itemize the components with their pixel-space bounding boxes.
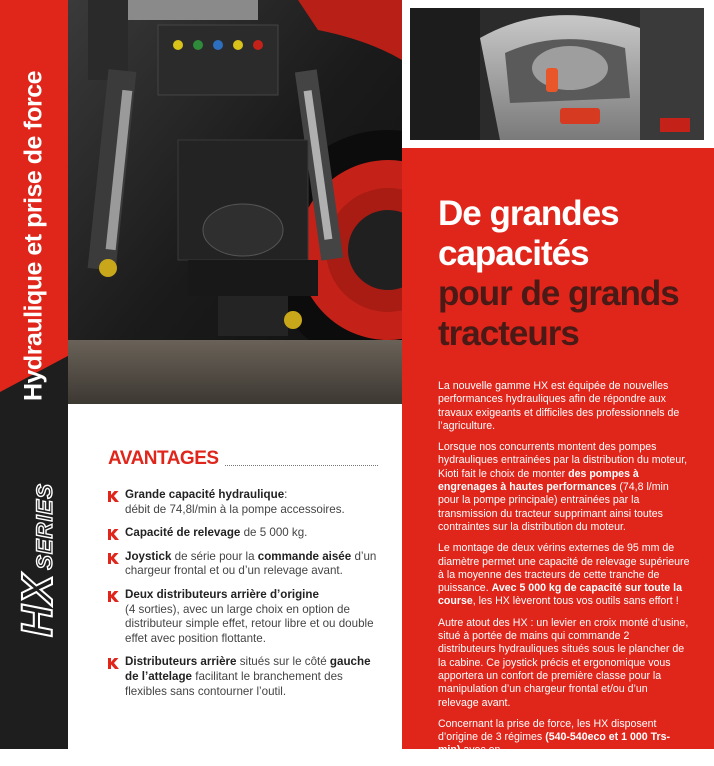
avantages-list bbox=[108, 488, 378, 699]
list-item: Joystick de série pour la commande aisée d’un chargeur frontal et ou d’un relevage avant. bbox=[108, 550, 378, 579]
headline-line4: tracteurs bbox=[438, 314, 579, 353]
avantages-heading bbox=[108, 446, 378, 470]
paragraph-2: Lorsque nos concurrents montent des pompes hydrauliques entrainées par la distribution du moteur, Kioti fait le choix de monter des pompes à engrenages à hautes performances (74,8 l/min pour la pompe principale) entrainées par la transmission du tracteur supprimant ainsi toutes contraintes sur la distribution du moteur. bbox=[438, 441, 688, 533]
list-item: Distributeurs arrière situés sur le côté gauche de l’attelage facilitant le branchement des flexibles sans contourner l’outil. bbox=[108, 655, 378, 699]
hx-series-logo bbox=[13, 483, 63, 637]
list-item: Deux distributeurs arrière d’origine (4 sorties), avec un large choix en option de distributeur simple effet, retour libre et ou double effet avec position flottante. bbox=[108, 588, 378, 646]
brand-hx: HX bbox=[13, 573, 62, 637]
body-text bbox=[438, 380, 690, 766]
kioti-k-icon bbox=[108, 658, 119, 669]
page-headline bbox=[438, 194, 708, 354]
headline-line1: De grandes bbox=[438, 194, 619, 233]
list-item: Capacité de relevage de 5 000 kg. bbox=[108, 526, 378, 541]
headline-line3: pour de grands bbox=[438, 274, 679, 313]
paragraph-5: Concernant la prise de force, les HX disposent d’origine de 3 régimes (540-540eco et 1 000 Trs-min) avec en bbox=[438, 717, 671, 757]
sidebar-title: Hydraulique et prise de force bbox=[19, 70, 48, 402]
tractor-hitch-photo bbox=[68, 0, 402, 404]
paragraph-1: La nouvelle gamme HX est équipée de nouvelles performances hydrauliques afin de répondre aux travaux exigeants et difficiles des professionnels de l’agriculture. bbox=[438, 380, 680, 432]
kioti-k-icon bbox=[108, 553, 119, 564]
sidebar bbox=[0, 0, 68, 749]
kioti-k-icon bbox=[108, 529, 119, 540]
kioti-k-icon bbox=[108, 591, 119, 602]
paragraph-4: Autre atout des HX : un levier en croix monté d’usine, situé à portée de mains qui commande 2 distributeurs hydrauliques situés sous le plancher de la cabine. Ce joystick précis et ergonomique vous apportera un confort de première classe pour la manipulation d’un chargeur frontal et/ou d’un relevage avant. bbox=[438, 616, 689, 709]
headline-line2: capacités bbox=[438, 234, 589, 273]
avantages-title: AVANTAGES bbox=[108, 448, 219, 469]
joystick-photo bbox=[410, 8, 704, 140]
avantages-section bbox=[108, 446, 378, 708]
brand-series: SERIES bbox=[32, 483, 57, 570]
list-item: Grande capacité hydraulique: débit de 74,8l/min à la pompe accessoires. bbox=[108, 488, 378, 517]
paragraph-3: Le montage de deux vérins externes de 95 mm de diamètre permet une capacité de relevage supérieure à la moyenne des tracteurs de cette tranche de puissance. Avec 5 000 kg de capacité sur toute la course, les HX lèveront tous vos outils sans effort ! bbox=[438, 542, 690, 608]
kioti-k-icon bbox=[108, 491, 119, 502]
dotted-leader bbox=[225, 465, 378, 466]
